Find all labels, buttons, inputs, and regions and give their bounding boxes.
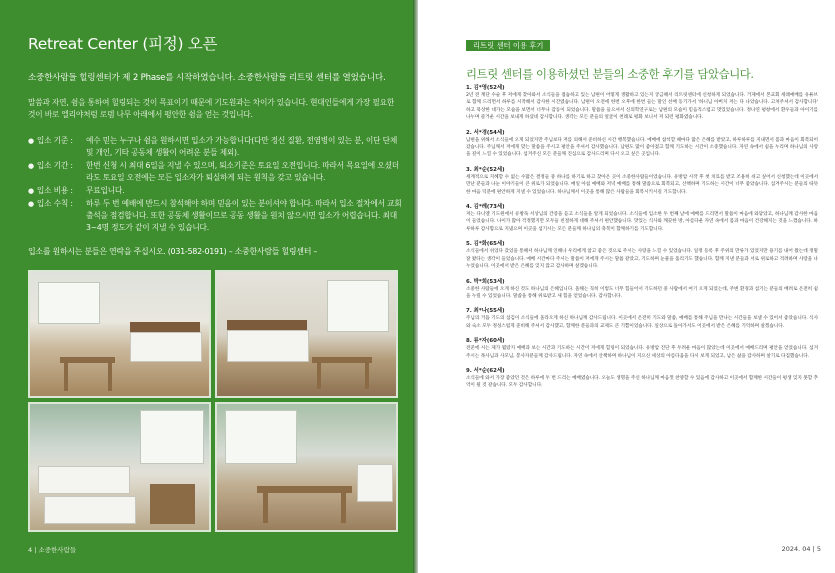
review-text: 남편을 위해서 소식들에 오게 되었지만 주님보다 저를 의해서 준비하신 시간 행복했습니다. 예배에 참석할 때마다 많은 은혜를 받았고, 하루하루를 지내면서 몸과 마음이 회복되어 갔습니다. 주님께서 저에게 맞는 말씀을 주시고 평안을 주셔서 감사했습니다. 남편도 많이 좋아졌고 함께 기도하는 시간이 소중했습니다. 자연 속에서 쉼을 누리며 하나님의 사랑을 깊이 느낄 수 있었습니다. 섬겨주신 모든 분들께 진심으로 감사드리며 다시 오고 싶은 곳입니다. (466, 137, 818, 158)
review-item (466, 129, 818, 159)
room-photo (215, 402, 398, 532)
reviews-title: 리트릿 센터를 이용하셨던 분들의 소중한 후기를 담았습니다. (466, 67, 754, 81)
reviewer-name: 4. 김*례(73세) (466, 204, 505, 211)
admission-info-list (28, 135, 406, 235)
admission-period (28, 160, 406, 184)
review-item (466, 203, 818, 233)
item-text: 한번 신청 시 최대 6일을 지낼 수 있으며, 퇴소기준은 토요일 오전입니다. 따라서 목요일에 오셨더라도 토요일 오전에는 모든 입소자가 퇴실하게 되는 원칙을 갖고 있습니다. (86, 161, 399, 182)
reviewer-name: 8. 류*자(60세) (466, 338, 505, 345)
admission-cost (28, 185, 406, 197)
item-label: ● 입소 비용 : (28, 185, 73, 197)
item-label: ● 입소 기간 : (28, 160, 73, 172)
review-item (466, 278, 818, 301)
review-item (466, 166, 818, 196)
reviewer-name: 2. 서*경(54세) (466, 129, 505, 136)
item-text: 하루 두 번 예배에 반드시 참석해야 하며 믿음이 있는 분이셔야 합니다. 따라서 입소 절차에서 교회 출석을 점검합니다. 또한 공동체 생활이므로 공동 생활을 원치 않으시면 입소가 어렵습니다. 최대 3~4명 정도가 같이 지낼 수 있습니다. (86, 199, 402, 232)
item-label: ● 입소 수칙 : (28, 198, 73, 210)
page-number-right: 2024. 04 | 5 (781, 545, 821, 553)
room-photo (215, 270, 398, 398)
reviewer-name: 3. 최*순(52세) (466, 166, 505, 173)
review-item (466, 240, 818, 270)
admission-rules (28, 198, 406, 234)
review-text: 소식들에서 쉬었다 갔었을 통해서 하나님께 인해나 우리에게 참고 좋은 것으로 주시는 사랑을 느낄 수 있었습니다. 일정 등록 후 주위의 만류가 있었지만 용기를 내어 왔는데 정말 잘 왔다는 생각이 들었습니다. 예배 시간마다 주시는 말씀이 저에게 주시는 말씀 같았고, 기도하며 눈물을 흘리기도 했습니다. 함께 지낸 분들과 서로 위로하고 격려하며 사랑을 나누었습니다. 이곳에서 받은 은혜를 잊지 않고 감사하며 살겠습니다. (466, 249, 818, 270)
room-photo (28, 402, 211, 532)
review-text: 소식들에 와서 가장 좋았던 것은 하루에 두 번 드리는 예배였습니다. 오늘도 생명을 주신 하나님께 마음껏 찬양할 수 있음에 감사하고 이곳에서 함께한 시간들이 평생 잊지 못할 추억이 될 것 같습니다. 모두 감사합니다. (466, 375, 818, 389)
intro-paragraph: 말씀과 자연, 쉼을 통하여 힐링되는 것이 목표이기 때문에 기도원과는 차이가 있습니다. 현대인들에게 가장 필요한 것이 바로 엘리야처럼 로뎀 나무 아래에서 평안한 쉼을 얻는 것입니다. (28, 98, 395, 119)
contact-line: 입소를 원하시는 분들은 연락을 주십시오. (031-582-0191) – 소중한사람들 힐링센터 – (28, 247, 318, 256)
review-item (466, 337, 818, 360)
review-text: 전준에 시는 제가 뭘랐지 예배과 보는 시간과 기도하는 시간이 저에게 힐링이 되었습니다. 유방암 진단 후 두려운 마음이 많았는데 이곳에서 예배드리며 평안을 얻었습니다. 섬겨 주시는 목사님과 사모님, 봉사자분들께 감사드립니다. 자연 속에서 산책하며 하나님이 지으신 세상의 아름다움을 다시 보게 되었고, 남은 삶을 감사하며 살기로 다짐했습니다. (466, 346, 818, 359)
photo-grid (28, 270, 398, 532)
page-title: Retreat Center (피정) 오픈 (28, 35, 218, 53)
section-badge: 리트릿 센터 이용 후기 (466, 40, 550, 51)
review-text: 주님의 거듭 기도의 섬김이 소식들에 올라오게 하신 하나님께 감사드립니다. 이곳에서 온전히 기도와 말씀, 예배를 통해 주님을 만나는 시간들을 보낼 수 있어서 좋았습니다. 식사와 숙소 모두 정성스럽게 준비해 주셔서 감사했고, 함께한 분들과의 교제도 큰 기쁨이었습니다. 일상으로 돌아가서도 이곳에서 받은 은혜를 기억하며 살겠습니다. (466, 316, 818, 329)
reviewer-name: 7. 최*나(55세) (466, 308, 505, 315)
reviewer-name: 5. 김*화(65세) (466, 241, 505, 248)
reviews-list (466, 84, 818, 397)
item-text: 예수 믿는 누구나 쉼을 원하시면 입소가 가능합니다(다만 정신 질환, 전염병이 있는 분, 이단 단체 및 개인, 기타 공동체 생활이 어려운 분들 제외). (86, 136, 398, 157)
reviewer-name: 6. 박*희(53세) (466, 278, 505, 285)
lead-paragraph: 소중한사람들 힐링센터가 제 2 Phase를 시작하였습니다. 소중한사람들 리트릿 센터를 열었습니다. (28, 73, 386, 83)
reviewer-name: 9. 서*순(62세) (466, 367, 505, 374)
item-text: 무료입니다. (86, 186, 125, 195)
page-number-left: 4 | 소중한사람들 (28, 546, 77, 554)
left-page (0, 0, 413, 573)
room-photo (28, 270, 211, 398)
reviewer-name: 1. 김*영(52세) (466, 85, 505, 91)
review-text: 소중한 사람들에 오게 하신 것도 하나님의 은혜입니다. 올해는 꼭히 이렇도 너무 힘들어서 기도하던 중 사람에서 여기 오게 되었는데, 주변 환경과 섬기는 분들의 배려로 온전히 쉼을 누릴 수 있었습니다. 말씀을 통해 위로받고 새 힘을 얻었습니다. 감사합니다. (466, 286, 818, 299)
review-text: 2년 전 계단 수술 후 저에게 찾아와서 소식들을 접습하고 있는 남편이 어떻게 생활하고 있는지 궁금해서 리트릿센터에 신청하게 되었습니다. 거제에서 본교회 세례예배를 유튜브로 함께 드리면서 하루를 시작해서 감사한 시간였습니다. 남편이 오전에 한번 오후에 한번 들는 말인 선배 동기가서 '하니님 아버지 저는 다 나았습니다. 고쳐주셔서 감사합니다' 하고 묵상한 대가는 모습을 보면서 너무나 감동이 되었습니다. 말씀을 들으셔서 신의학연구로는 남편의 모습이 믿음직스럽고 멋있었습니다. 정나연 평창에서 환우들과 아이기를 나누며 즐거운 시간을 보내게 하셨네 감사합니다. 생각는 모든 분들의 얼굴이 천례로 평화 보니서 저 되런 평화였습니다. (466, 93, 818, 121)
item-label: ● 입소 기준 : (28, 135, 73, 147)
right-page (418, 0, 835, 573)
admission-criteria (28, 135, 406, 159)
review-item (466, 367, 818, 390)
review-item (466, 84, 818, 122)
review-text: 저는 다니엘 기도원에서 유방독 서상님의 간증을 듣고 소식들을 알게 되었습니다. 소식들에 입소한 두 번째 날에 예배를 드리면서 말씀이 마음에 와닿았고, 하나님께 감사한 마음이 들었습니다. 나이가 많아 걱정했지만 모두들 친절하게 대해 주셔서 편안했습니다. 맛있는 식사와 깨끗한 방, 아름다운 자연 속에서 몸과 마음이 건강해지는 것을 느꼈습니다. 하루하루 감사함으로 지냈으며 이곳을 섬기시는 모든 분들께 하나님의 축복이 함께하기를 기도합니다. (466, 212, 818, 232)
review-item (466, 307, 818, 330)
review-text: 세계적으로 지혜할 수 없는 수많은 결정들 중 하나를 하기로 하고 찾아온 곳이 소중한사람들이었습니다. 유방암 시작 후 첫 치료를 받고 조용히 쉬고 싶어서 신청했는데 이곳에서 만난 분들과 나눈 이야기들이 큰 위로가 되었습니다. 매일 아침 예배와 저녁 예배를 통해 말씀으로 회복되고, 산책하며 기도하는 시간이 너무 좋았습니다. 섬겨주시는 분들의 따뜻한 마음 덕분에 편안하게 지낼 수 있었습니다. 하나님께서 이곳을 통해 많은 사람들을 회복시키시길 기도합니다. (466, 174, 818, 195)
